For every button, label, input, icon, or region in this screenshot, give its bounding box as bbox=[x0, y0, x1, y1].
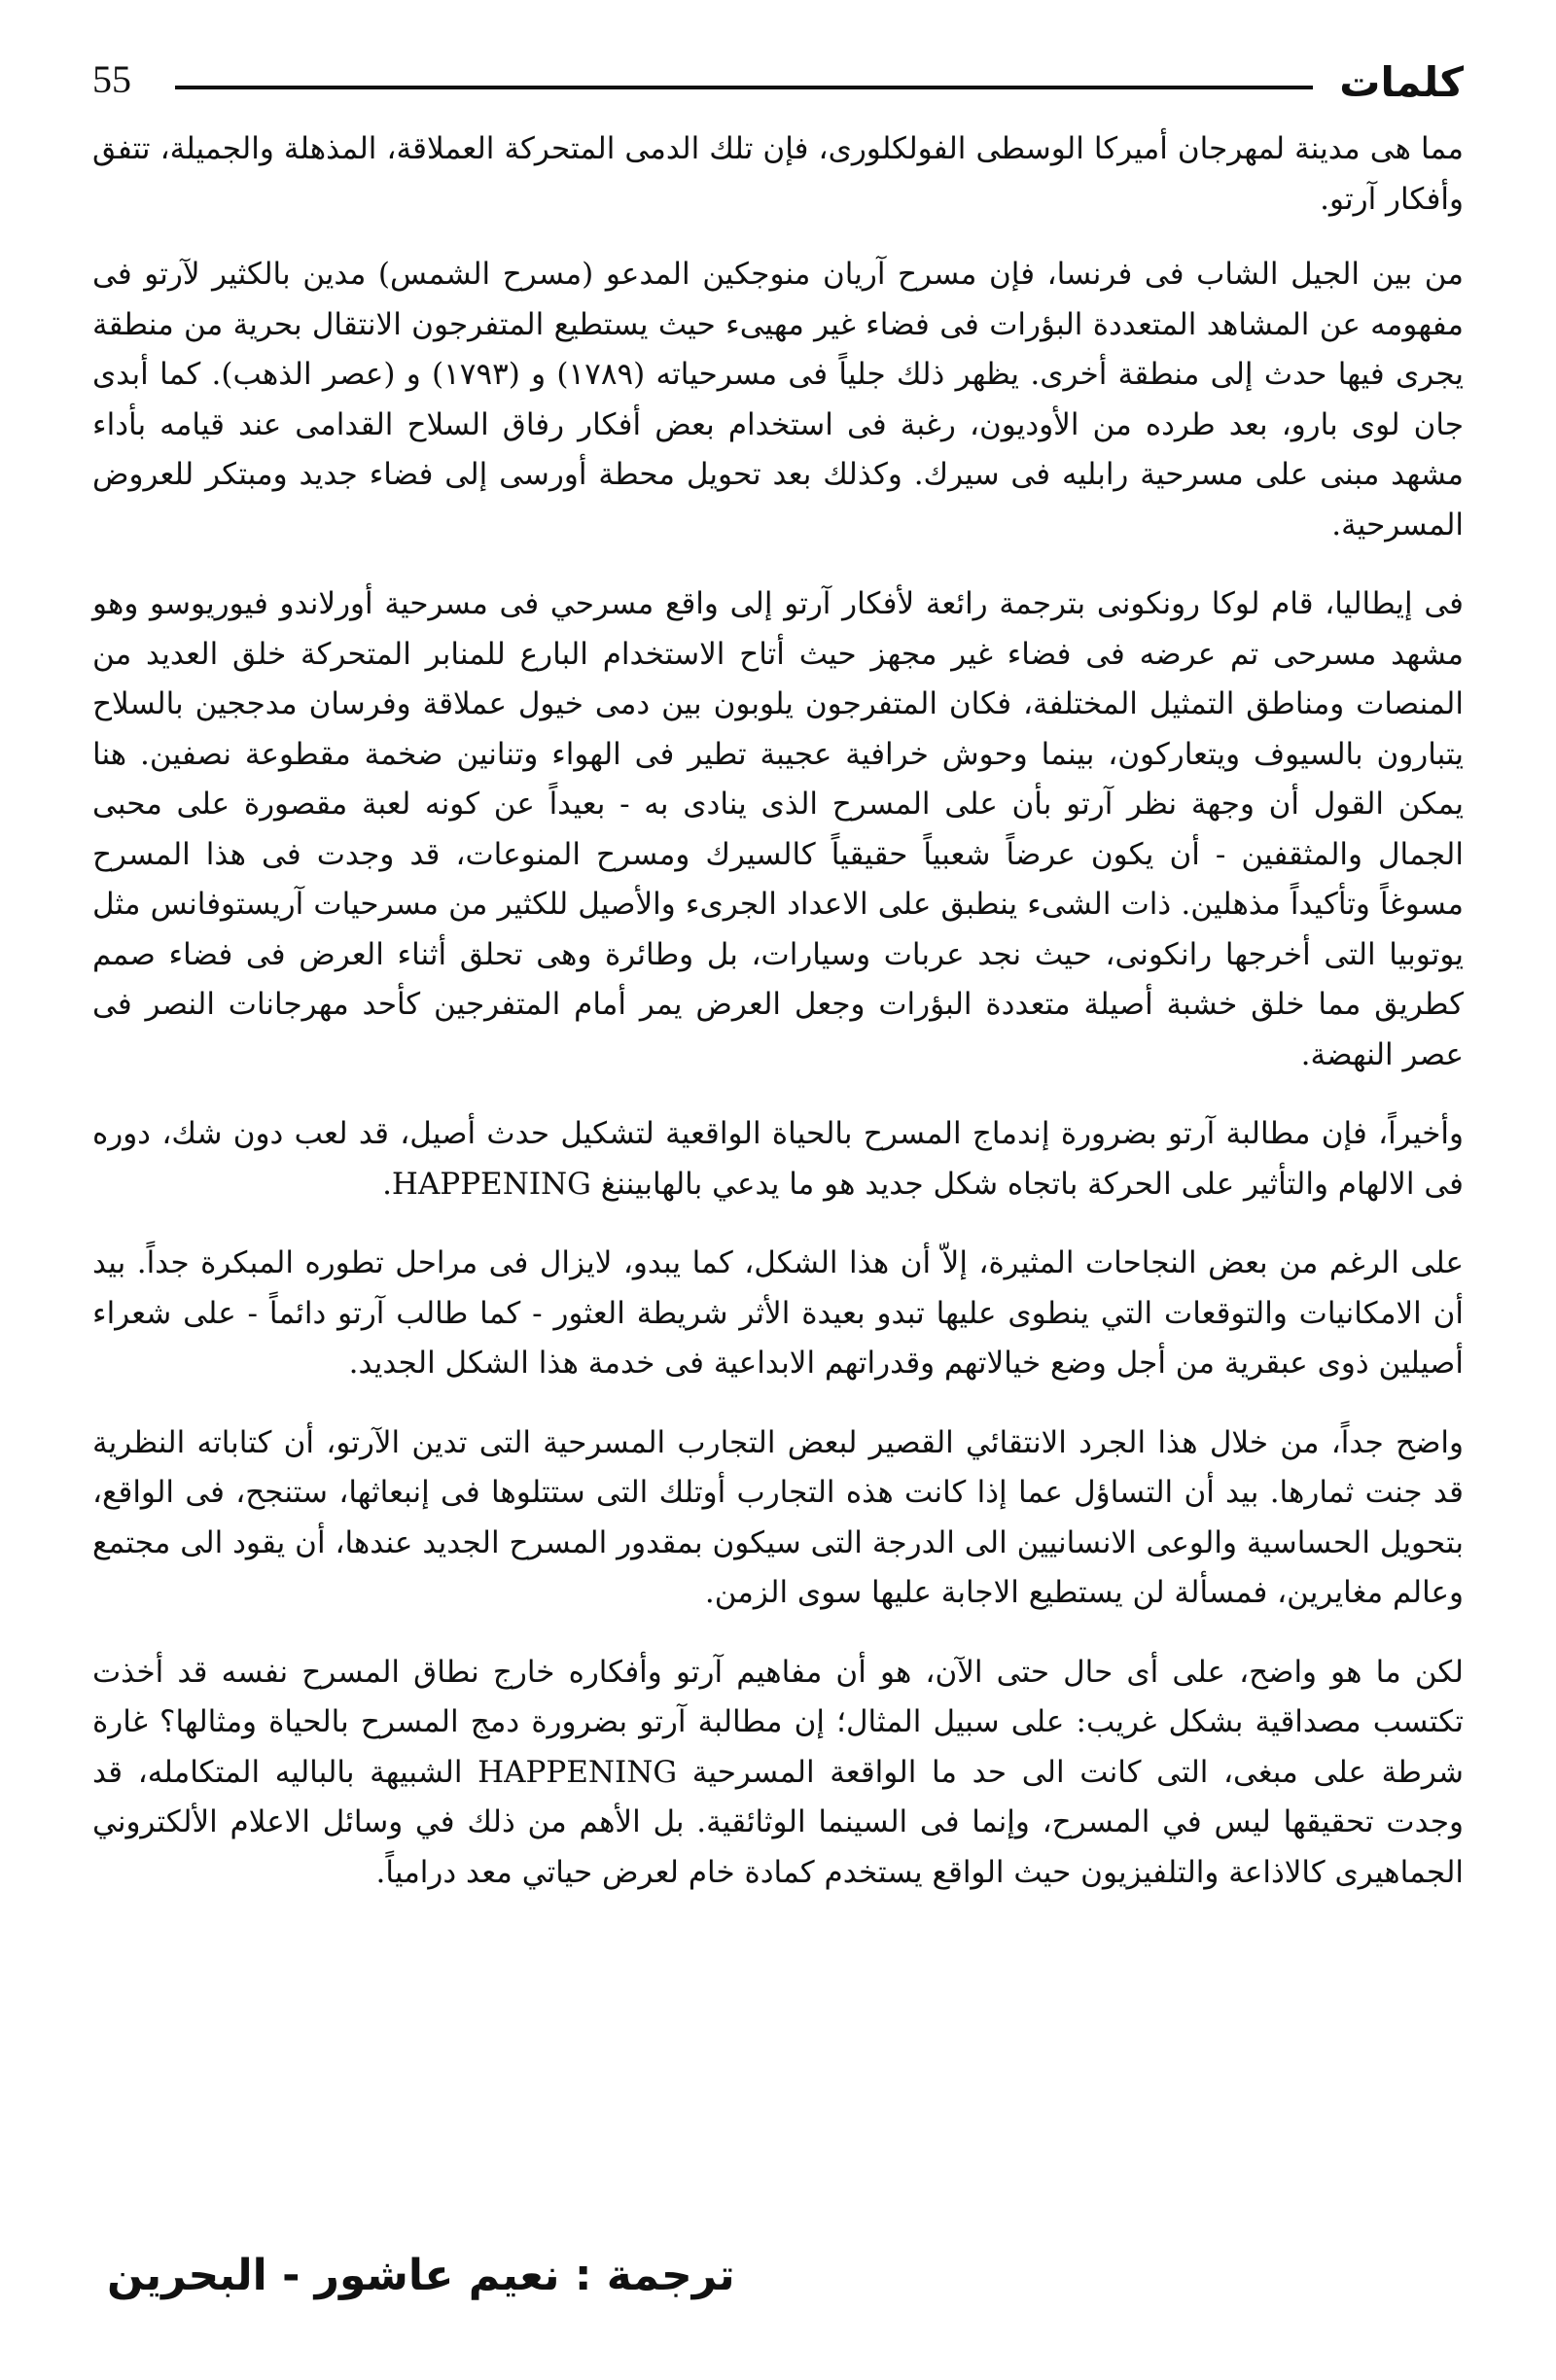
page-header bbox=[92, 56, 1464, 111]
article-body bbox=[92, 124, 1464, 1927]
header-divider bbox=[175, 86, 1313, 89]
paragraph-6: واضح جداً، من خلال هذا الجرد الانتقائي القصير لبعض التجارب المسرحية التى تدين الآرتو، أن كتاباته النظرية قد جنت ثمارها. بيد أن التساؤل عما إذا كانت هذه التجارب أوتلك التى ستتلوها فى إنبعاثها، ستنجح، فى الواقع، بتحويل الحساسية والوعى الانسانيين الى الدرجة التى سيكون بمقدور المسرح الجديد عندها، أن يقود الى مجتمع وعالم مغايرين، فمسألة لن يستطيع الاجابة عليها سوى الزمن. bbox=[92, 1424, 1464, 1610]
page-number: 55 bbox=[92, 57, 131, 101]
paragraph-5: على الرغم من بعض النجاحات المثيرة، إلاّ أن هذا الشكل، كما يبدو، لايزال فى مراحل تطوره المبكرة جداً. بيد أن الامكانيات والتوقعات التي ينطوى عليها تبدو بعيدة الأثر شريطة العثور - كما طالب آرتو دائماً - على شعراء أصيلين ذوى عبقرية من أجل وضع خيالاتهم وقدراتهم الابداعية فى خدمة هذا الشكل الجديد. bbox=[92, 1245, 1464, 1381]
magazine-title: كلمات bbox=[1339, 58, 1464, 106]
translator-credit: ترجمة : نعيم عاشور - البحرين bbox=[107, 2251, 735, 2300]
paragraph-1: مما هى مدينة لمهرجان أميركا الوسطى الفولكلورى، فإن تلك الدمى المتحركة العملاقة، المذهلة والجميلة، تتفق وأفكار آرتو. bbox=[92, 131, 1464, 217]
paragraph-3: فى إيطاليا، قام لوكا رونكونى بترجمة رائعة لأفكار آرتو إلى واقع مسرحي فى مسرحية أورلاندو فيوريوسو وهو مشهد مسرحى تم عرضه فى فضاء غير مجهز حيث أتاح الاستخدام البارع للمنابر المتحركة خلق العديد من المنصات ومناطق التمثيل المختلفة، فكان المتفرجون يلوبون بين دمى خيول عملاقة وفرسان مدججين بالسلاح يتبارون بالسيوف ويتعاركون، بينما وحوش خرافية عجيبة تطير فى الهواء وتنانين ضخمة مقطوعة نصفين. هنا يمكن القول أن وجهة نظر آرتو بأن على المسرح الذى ينادى به - بعيداً عن كونه لعبة مقصورة على محبى الجمال والمثقفين - أن يكون عرضاً شعبياً حقيقياً كالسيرك ومسرح المنوعات، قد وجدت فى هذا المسرح مسوغاً وتأكيداً مذهلين. ذات الشىء ينطبق على الاعداد الجرىء والأصيل للكثير من مسرحيات آريستوفانس مثل يوتوبيا التى أخرجها رانكونى، حيث نجد عربات وسيارات، بل وطائرة وهى تحلق أثناء العرض فى فضاء صمم كطريق مما خلق خشبة أصيلة متعددة البؤرات وجعل العرض يمر أمام المتفرجين كأحد مهرجانات النصر فى عصر النهضة. bbox=[92, 586, 1464, 1072]
paragraph-7: لكن ما هو واضح، على أى حال حتى الآن، هو أن مفاهيم آرتو وأفكاره خارج نطاق المسرح نفسه قد أخذت تكتسب مصداقية بشكل غريب: على سبيل المثال؛ إن مطالبة آرتو بضرورة دمج المسرح بالحياة ومثالها؟ غارة شرطة على مبغى، التى كانت الى حد ما الواقعة المسرحية HAPPENING الشبيهة بالباليه المتكامله، قد وجدت تحقيقها ليس في المسرح، وإنما فى السينما الوثائقية. بل الأهم من ذلك في وسائل الاعلام الألكتروني الجماهيرى كالاذاعة والتلفيزيون حيث الواقع يستخدم كمادة خام لعرض حياتي معد درامياً. bbox=[92, 1654, 1464, 1890]
paragraph-4: وأخيراً، فإن مطالبة آرتو بضرورة إندماج المسرح بالحياة الواقعية لتشكيل حدث أصيل، قد لعب دون شك، دوره فى الالهام والتأثير على الحركة باتجاه شكل جديد هو ما يدعي بالهابيننغ HAPPENING. bbox=[92, 1116, 1464, 1202]
paragraph-2: من بين الجيل الشاب فى فرنسا، فإن مسرح آريان منوجكين المدعو (مسرح الشمس) مدين بالكثير لآرتو فى مفهومه عن المشاهد المتعددة البؤرات فى فضاء غير مهيىء حيث يستطيع المتفرجون الانتقال بحرية من منطقة يجرى فيها حدث إلى منطقة أخرى. يظهر ذلك جلياً فى مسرحياته (١٧٨٩) و (١٧٩٣) و (عصر الذهب). كما أبدى جان لوى بارو، بعد طرده من الأوديون، رغبة فى استخدام بعض أفكار رفاق السلاح القدامى عند قيامه بأداء مشهد مبنى على مسرحية رابليه فى سيرك. وكذلك بعد تحويل محطة أورسى إلى فضاء جديد ومبتكر للعروض المسرحية. bbox=[92, 257, 1464, 542]
